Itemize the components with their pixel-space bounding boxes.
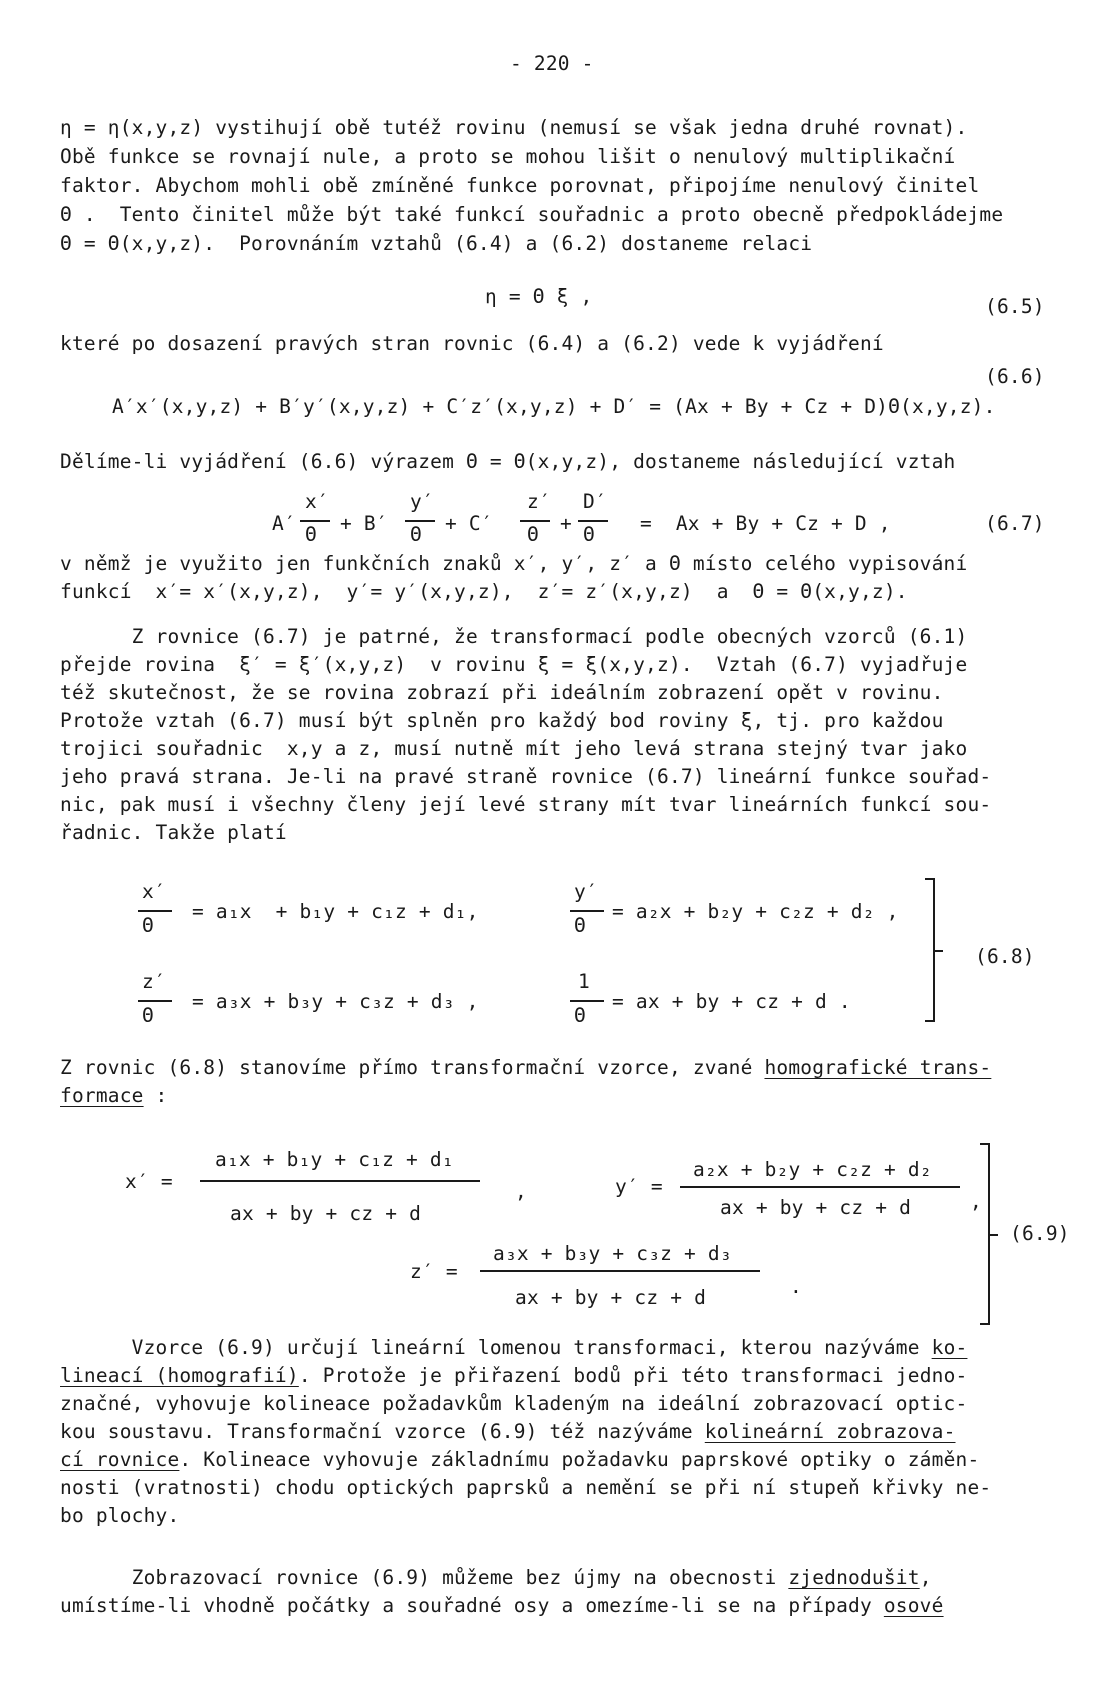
text-line: Obě funkce se rovnají nule, a proto se mohou lišit o nenulový multiplikační [60,145,956,168]
equation-label: (6.5) [985,295,1045,318]
text-line: Z rovnice (6.7) je patrné, že transformací podle obecných vzorců (6.1) [60,625,968,648]
document-page: - 220 - η = η(x,y,z) vystihují obě tutéž rovinu (nemusí se však jedna druhé rovnat). Obě funkce se rovnají nule, a proto se mohou lišit o nenulový multiplikační faktor. Abychom mohli obě zmíněné funkce porovnat, připojíme nenulový činitel Θ . Tento činitel může být také funkcí souřadnic a proto obecně předpokládejme Θ = Θ(x,y,z). Porovnáním vztahů (6.4) a (6.2) dostaneme relaci η = Θ ξ , (6.5) které po dosazení pravých stran rovnic (6.4) a (6.2) vede k vyjádření (6.6) A′x′(x,y,z) + B′y′(x,y,z) + C′z′(x,y,z) + D′ = (Ax + By + Cz + D)Θ(x,y,z). Dělíme-li vyjádření (6.6) výrazem Θ = Θ(x,y,z), dostaneme následující vztah A′ x′ Θ + B′ y′ Θ + C′ z′ Θ + D′ Θ = Ax + By + Cz + D , (6.7) v němž je využito jen funkčních znaků x′, y′, z′ a Θ místo celého vypisování funkcí x′= x′(x,y,z), y′= y′(x,y,z), z′= z′(x,y,z) a Θ = Θ(x,y,z). Z rovnice (6.7) je patrné, že transformací podle obecných vzorců (6.1) přejde rovina ξ′ = ξ′(x,y,z) v rovinu ξ = ξ(x,y,z). Vztah (6.7) vyjadřuje též skutečnost, že se rovina zobrazí při ideálním zobrazení opět v rovinu. Protože vztah (6.7) musí být splněn pro každý bod roviny ξ, tj. pro každou trojici souřadnic x,y a z, musí nutně mít jeho levá strana stejný tvar jako jeho pravá strana. Je-li na pravé straně rovnice (6.7) lineární funkce souřad- nic, pak musí i všechny členy její levé strany mít tvar lineárních funkcí sou- řadnic. Takže platí x′ Θ = a₁x + b₁y + c₁z + d₁, y′ Θ = a₂x + b₂y + c₂z + d₂ , z′ Θ = a₃x + b₃y + c₃z + d₃ , 1 Θ = ax + by + cz + d . (6.8) Z rovnic (6.8) stanovíme přímo transformační vzorce, zvané homografické trans- formace : x′ = a₁x + b₁y + c₁z + d₁ ax + by + cz + d , y′ = a₂x + b₂y + c₂z + d₂ ax + by + cz + d , z′ = a₃x + b₃y + c₃z + d₃ ax + by + cz + d . (6.9) Vzorce (6.9) určují lineární lomenou transformaci, kterou nazýváme ko- lineací (homografií). Protože je přiřazení bodů při této transformaci jedno- značné, vyhovuje kolineace požadavkům kladeným na ideální zobrazovací optic- kou soustavu. Transformační vzorce (6.9) též nazýváme kolineární zobrazova- cí rovnice. Kolineace vyhovuje základnímu požadavku paprskové optiky o záměn- nosti (vratnosti) chodu optických paprsků a nemění se při ní stupeň křivky ne- bo plochy. Zobrazovací rovnice (6.9) můžeme bez újmy na obecnosti zjednodušit, umístíme-li vhodně počátky a souřadné osy a omezíme-li se na případy osové [60,52,1070,1617]
text-line: nic, pak musí i všechny členy její levé strany mít tvar lineárních funkcí sou- [60,793,992,816]
text-line: Protože vztah (6.7) musí být splněn pro každý bod roviny ξ, tj. pro každou [60,709,944,732]
text-line: Dělíme-li vyjádření (6.6) výrazem Θ = Θ(x,y,z), dostaneme následující vztah [60,450,956,473]
equation-6-6: A′x′(x,y,z) + B′y′(x,y,z) + C′z′(x,y,z) + D′ = (Ax + By + Cz + D)Θ(x,y,z). [112,395,996,418]
text-line: Zobrazovací rovnice (6.9) můžeme bez újmy na obecnosti zjednodušit, [60,1566,932,1589]
term-homographic: homografické trans- [764,1056,992,1079]
text-line: v němž je využito jen funkčních znaků x′, y′, z′ a Θ místo celého vypisování [60,552,968,575]
text-line: bo plochy. [60,1504,180,1527]
text-line: kou soustavu. Transformační vzorce (6.9) též nazýváme kolineární zobrazova- [60,1420,956,1443]
text-line: trojici souřadnic x,y a z, musí nutně mít jeho levá strana stejný tvar jako [60,737,968,760]
equation-6-5: η = Θ ξ , [485,285,593,308]
text-line: které po dosazení pravých stran rovnic (6.4) a (6.2) vede k vyjádření [60,332,884,355]
text-line: též skutečnost, že se rovina zobrazí při ideálním zobrazení opět v rovinu. [60,681,944,704]
text-line: přejde rovina ξ′ = ξ′(x,y,z) v rovinu ξ = ξ(x,y,z). Vztah (6.7) vyjadřuje [60,653,968,676]
text-line: formace : [60,1084,168,1107]
term-homographic-cont: formace [60,1084,144,1107]
text-line: nosti (vratnosti) chodu optických paprsků a nemění se při ní stupeň křivky ne- [60,1476,992,1499]
term-collinear-equations: kolineární zobrazova- [704,1420,956,1443]
right-brace [980,1143,990,1325]
term-simplify: zjednodušit [788,1566,920,1589]
text-line: jeho pravá strana. Je-li na pravé straně rovnice (6.7) lineární funkce souřad- [60,765,992,788]
right-brace [925,878,935,1022]
term-axial: osové [883,1594,944,1617]
equation-label: (6.8) [975,945,1035,968]
text-line: lineací (homografií). Protože je přiřazení bodů při této transformaci jedno- [60,1364,968,1387]
term-collineation: lineací (homografií) [60,1364,299,1387]
text-line: η = η(x,y,z) vystihují obě tutéž rovinu (nemusí se však jedna druhé rovnat). [60,116,968,139]
text-line: cí rovnice. Kolineace vyhovuje základnímu požadavku paprskové optiky o záměn- [60,1448,980,1471]
page-number: - 220 - [510,52,594,75]
text-line: řadnic. Takže platí [60,821,287,844]
text-line: Vzorce (6.9) určují lineární lomenou transformaci, kterou nazýváme ko- [60,1336,968,1359]
equation-label: (6.6) [985,365,1045,388]
text-line: Z rovnic (6.8) stanovíme přímo transformační vzorce, zvané homografické trans- [60,1056,992,1079]
equation-label: (6.9) [1010,1222,1070,1245]
text-line: Θ = Θ(x,y,z). Porovnáním vztahů (6.4) a (6.2) dostaneme relaci [60,232,813,255]
text-line: značné, vyhovuje kolineace požadavkům kladeným na ideální zobrazovací optic- [60,1392,968,1415]
text-line: funkcí x′= x′(x,y,z), y′= y′(x,y,z), z′= z′(x,y,z) a Θ = Θ(x,y,z). [60,580,908,603]
equation-label: (6.7) [985,512,1045,535]
text-line: umístíme-li vhodně počátky a souřadné osy a omezíme-li se na případy osové [60,1594,944,1617]
text-line: faktor. Abychom mohli obě zmíněné funkce porovnat, připojíme nenulový činitel [60,174,980,197]
text-line: Θ . Tento činitel může být také funkcí souřadnic a proto obecně předpokládejme [60,203,1004,226]
